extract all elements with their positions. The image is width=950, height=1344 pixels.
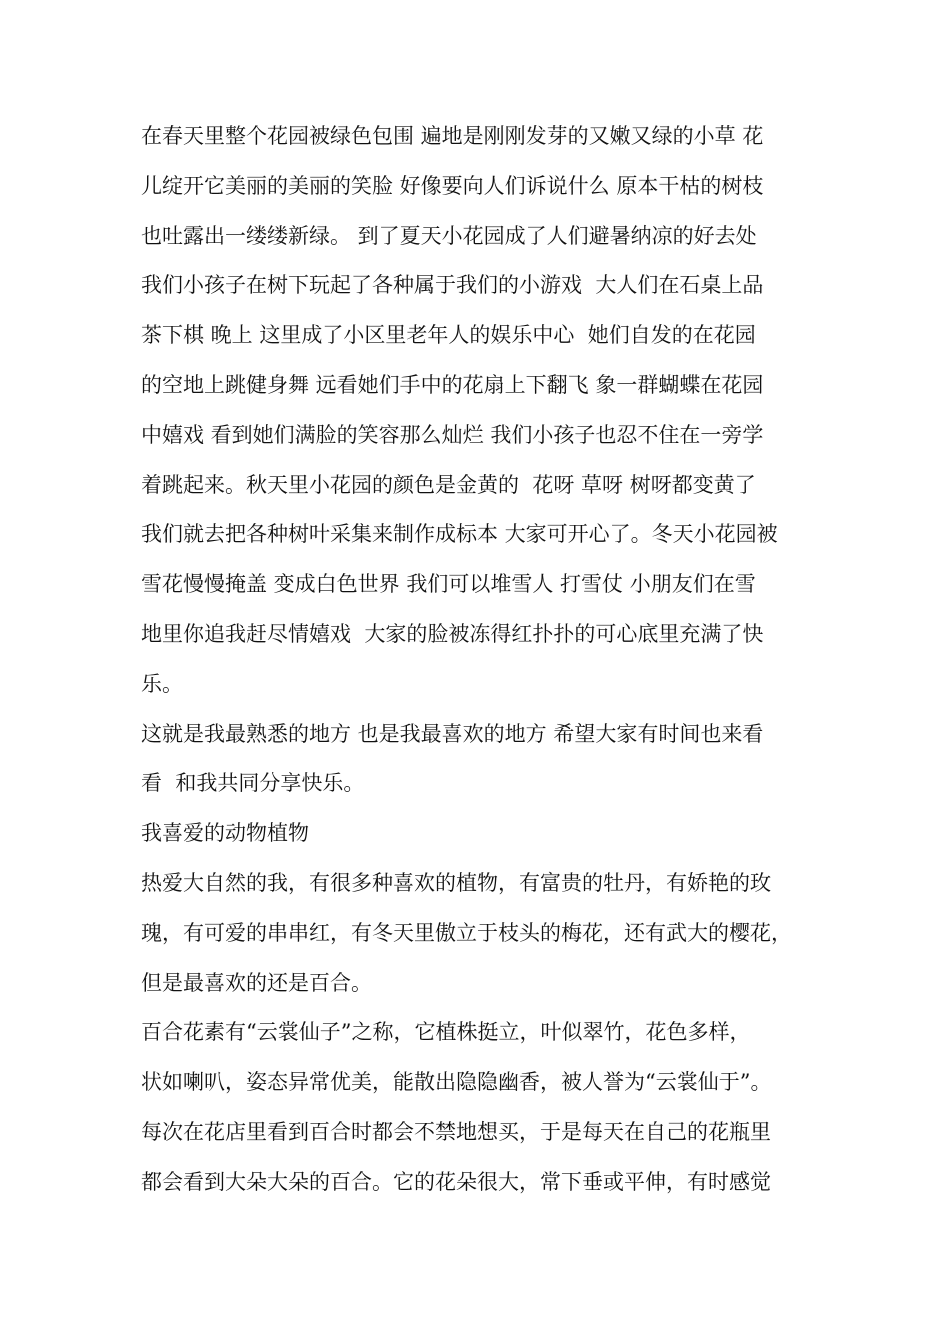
text-line: 乐。 — [141, 671, 183, 696]
text-line: 都会看到大朵大朵的百合。它的花朵很大，常下垂或平伸，有时感觉 — [141, 1169, 771, 1194]
text-line: 地里你追我赶尽情嬉戏 大家的脸被冻得红扑扑的可心底里充满了快 — [141, 621, 764, 646]
text-line: 百合花素有“云裳仙子”之称，它植株挺立，叶似翠竹，花色多样， — [141, 1020, 751, 1045]
text-line: 但是最喜欢的还是百合。 — [141, 970, 372, 995]
text-line: 的空地上跳健身舞 远看她们手中的花扇上下翻飞 象一群蝴蝶在花园 — [141, 372, 764, 397]
text-line: 这就是我最熟悉的地方 也是我最喜欢的地方 希望大家有时间也来看 — [141, 721, 764, 746]
text-line: 我们就去把各种树叶采集来制作成标本 大家可开心了。冬天小花园被 — [141, 522, 778, 547]
text-line: 热爱大自然的我，有很多种喜欢的植物，有富贵的牡丹，有娇艳的玫 — [141, 870, 771, 895]
text-line: 茶下棋 晚上 这里成了小区里老年人的娱乐中心 她们自发的在花园 — [141, 323, 756, 348]
text-line: 中嬉戏 看到她们满脸的笑容那么灿烂 我们小孩子也忍不住在一旁学 — [141, 422, 764, 447]
text-line: 每次在花店里看到百合时都会不禁地想买，于是每天在自己的花瓶里 — [141, 1119, 771, 1144]
text-line: 状如喇叭，姿态异常优美，能散出隐隐幽香，被人誉为“云裳仙于”。 — [141, 1070, 772, 1095]
text-line: 着跳起来。秋天里小花园的颜色是金黄的 花呀 草呀 树呀都变黄了 — [141, 472, 756, 497]
document-body — [141, 112, 817, 1208]
text-line: 看 和我共同分享快乐。 — [141, 771, 365, 796]
text-line: 雪花慢慢掩盖 变成白色世界 我们可以堆雪人 打雪仗 小朋友们在雪 — [141, 572, 756, 597]
text-line: 瑰，有可爱的串串红，有冬天里傲立于枝头的梅花，还有武大的樱花， — [141, 920, 792, 945]
text-line: 在春天里整个花园被绿色包围 遍地是刚刚发芽的又嫩又绿的小草 花 — [141, 124, 764, 148]
section-heading: 我喜爱的动物植物 — [141, 821, 309, 846]
text-line: 儿绽开它美丽的美丽的笑脸 好像要向人们诉说什么 原本干枯的树枝 — [141, 173, 764, 198]
text-line: 我们小孩子在树下玩起了各种属于我们的小游戏 大人们在石桌上品 — [141, 273, 764, 298]
text-line: 也吐露出一缕缕新绿。 到了夏天小花园成了人们避暑纳凉的好去处 — [141, 223, 757, 248]
